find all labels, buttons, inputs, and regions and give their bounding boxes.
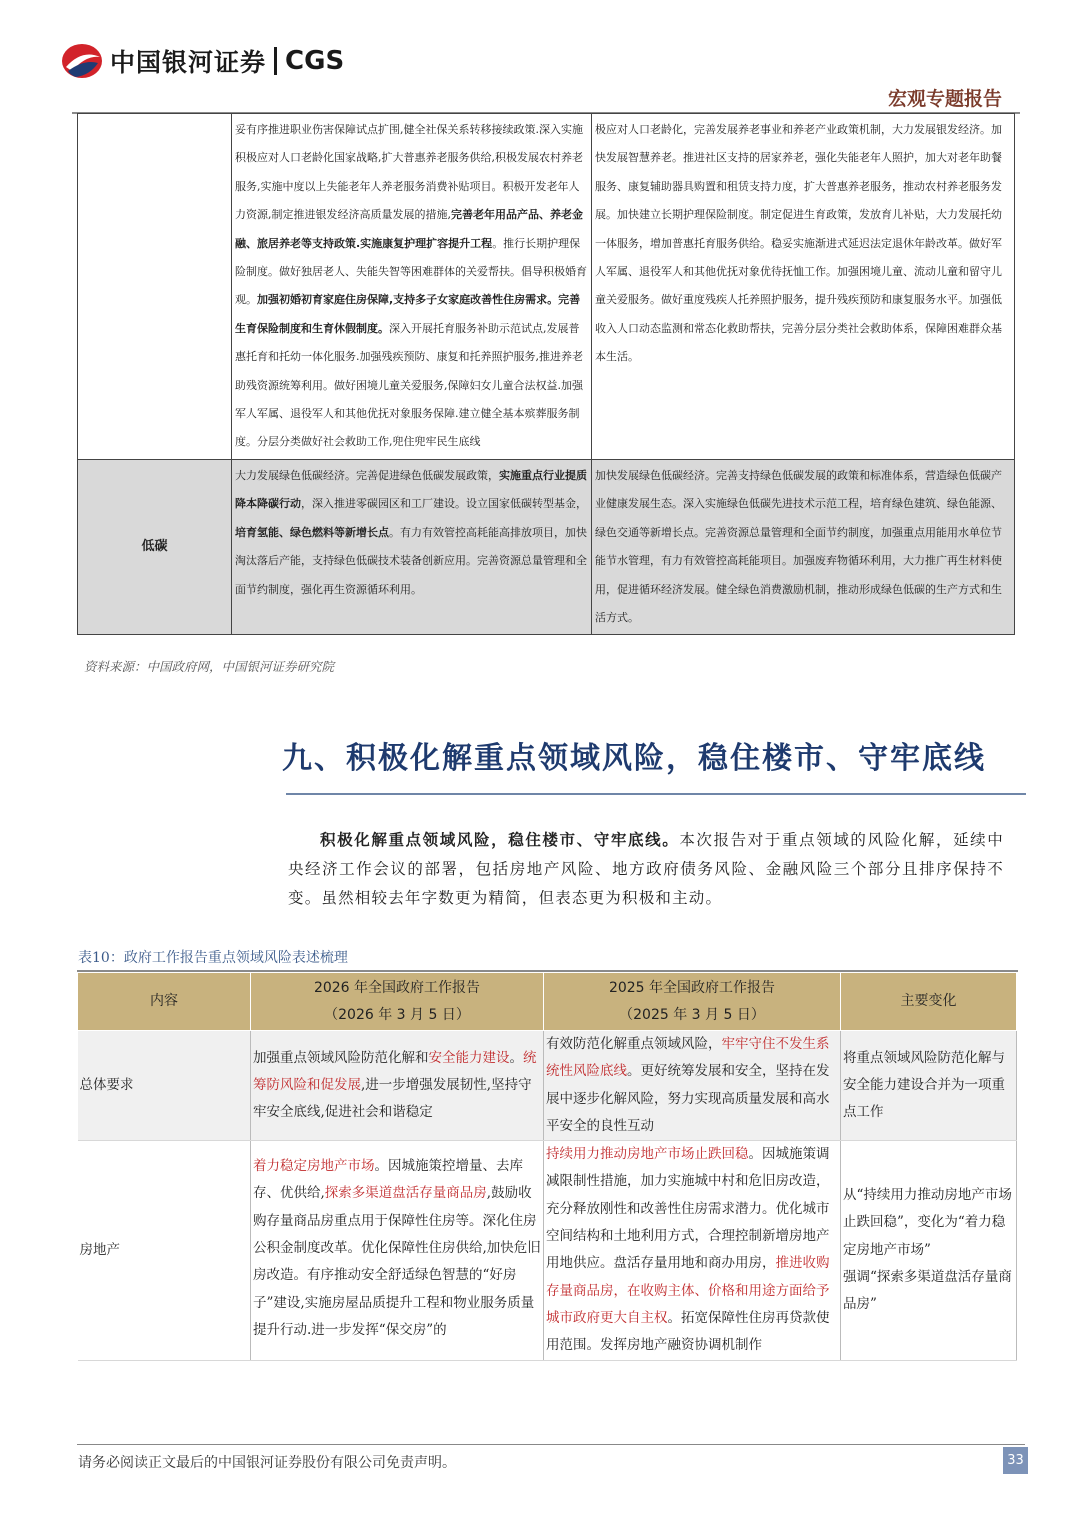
header-text: 2025 年全国政府工作报告 bbox=[608, 979, 776, 996]
risk-table bbox=[77, 972, 1017, 1361]
policy-table-continued bbox=[77, 113, 1015, 635]
cell-2025: 加快发展绿色低碳经济。完善支持绿色低碳发展的政策和标准体系，营造绿色低碳产业健康发展生态。深入实施绿色低碳先进技术示范工程，培育绿色建筑、绿色能源、绿色交通等新增长点。完善资源总量管理和全面节约制度，加强重点用能用水单位节能节水管理，有力有效管控高耗能项目。加强废弃物循环利用，大力推广再生材料使用，促进循环经济发展。健全绿色消费激励机制，推动形成绿色低碳的生产方式和生活方式。 bbox=[592, 459, 1015, 634]
text: 。因城施策控增量、去库存、优供给, bbox=[253, 1158, 523, 1202]
text: 有效防范化解重点领域风险， bbox=[546, 1036, 722, 1052]
row-label bbox=[78, 114, 232, 460]
table-row bbox=[78, 1031, 1017, 1141]
text: 。因城施策调减限制性措施，加力实施城中村和危旧房改造，充分释放刚性和改善性住房需求潜力。优化城市空间结构和土地利用方式，合理控制新增房地产用地供应。盘活存量用地和商办用房， bbox=[546, 1146, 830, 1272]
row-label: 总体要求 bbox=[78, 1031, 251, 1141]
cell-change: 将重点领域风险防范化解与安全能力建设合并为一项重点工作 bbox=[841, 1031, 1017, 1141]
text: ,鼓励收购存量商品房重点用于保障性住房等。深化住房公积金制度改革。优化保障性住房供给,加快危旧房改造。有序推动安全舒适绿色智慧的“好房子”建设,实施房屋品质提升工程和物业服务质量提升行动.进一步发挥“保交房”的 bbox=[253, 1185, 541, 1338]
highlight-text: 推进收购存量商品房，在收购主体、价格和用途方面给予城市政府更大自主权 bbox=[546, 1255, 830, 1326]
cgs-logo-icon bbox=[60, 41, 104, 81]
cell-2026 bbox=[232, 459, 592, 634]
header-change: 主要变化 bbox=[841, 973, 1017, 1031]
header-date: （2025 年 3 月 5 日） bbox=[619, 1006, 765, 1023]
text: 大力发展绿色低碳经济。完善促进绿色低碳发展政策， bbox=[235, 468, 499, 482]
highlight-text: 着力稳定房地产市场 bbox=[253, 1158, 375, 1175]
footer-disclaimer: 请务必阅读正文最后的中国银河证券股份有限公司免责声明。 bbox=[78, 1455, 456, 1471]
table-row bbox=[78, 1141, 1017, 1360]
row-label: 低碳 bbox=[78, 459, 232, 634]
lead-sentence: 积极化解重点领域风险，稳住楼市、守牢底线。 bbox=[320, 831, 680, 849]
cell-2025: 极应对人口老龄化，完善发展养老事业和养老产业政策机制，大力发展银发经济。加快发展智慧养老。推进社区支持的居家养老，强化失能老年人照护，加大对老年助餐服务、康复辅助器具购置和租赁支持力度，扩大普惠养老服务，推动农村养老服务发展。加快建立长期护理保险制度。制定促进生育政策，发放育儿补贴，大力发展托幼一体服务，增加普惠托育服务供给。稳妥实施渐进式延迟法定退休年龄改革。做好军人军属、退役军人和其他优抚对象优待抚恤工作。加强困境儿童、流动儿童和留守儿童关爱服务。做好重度残疾人托养照护服务，提升残疾预防和康复服务水平。加强低收入人口动态监测和常态化救助帮扶，完善分层分类社会救助体系，保障困难群众基本生活。 bbox=[592, 114, 1015, 460]
table-header-row bbox=[78, 973, 1017, 1031]
cell-change: 从“持续用力推动房地产市场止跌回稳”，变化为“着力稳定房地产市场” 强调“探索多渠道盘活存量商品房” bbox=[841, 1141, 1017, 1360]
header-content: 内容 bbox=[78, 973, 251, 1031]
header-2026 bbox=[251, 973, 544, 1031]
cell-2026 bbox=[251, 1031, 544, 1141]
cell-2026: 妥有序推进职业伤害保障试点扩围,健全社保关系转移接续政策.深入实施积极应对人口老龄化国家战略,扩大普惠养老服务供给,积极发展农村养老服务,实施中度以上失能老年人养老服务消费补贴项目。积极开发老年人力资源,制定推进银发经济高质量发展的措施,完善老年用品产品、养老金融、旅居养老等支持政策.实施康复护理扩容提升工程。推行长期护理保险制度。做好独居老人、失能失智等困难群体的关爱帮扶。倡导积极婚育观。加强初婚初育家庭住房保障,支持多子女家庭改善性住房需求。完善生育保险制度和生育休假制度。深入开展托育服务补助示范试点,发展普惠托育和托幼一体化服务.加强残疾预防、康复和托养照护服务,推进养老助残资源统筹利用。做好困境儿童关爱服务,保障妇女儿童合法权益.加强军人军属、退役军人和其他优抚对象服务保障.建立健全基本殡葬服务制度。分层分类做好社会救助工作,兜住兜牢民生底线 bbox=[232, 114, 592, 460]
table-row bbox=[78, 114, 1015, 460]
paragraph-body: 本次报告对于重点领域的风险化解，延续中央经济工作会议的部署，包括房地产风险、地方政府债务风险、金融风险三个部分且排序保持不变。虽然相较去年字数更为精简，但表态更为积极和主动。 bbox=[288, 831, 1004, 907]
header-2025 bbox=[544, 973, 841, 1031]
table-row bbox=[78, 459, 1015, 634]
bold-text: 实施重点行业提质降本降碳行动 bbox=[235, 468, 587, 511]
highlight-text: 探索多渠道盘活存量商品房 bbox=[324, 1185, 487, 1202]
highlight-text: 持续用力推动房地产市场止跌回稳 bbox=[546, 1146, 749, 1163]
brand-logo bbox=[60, 40, 344, 82]
text: 。有力有效管控高耗能高排放项目，加快淘汰落后产能，支持绿色低碳技术装备创新应用。完善资源总量管理和全面节约制度，强化再生资源循环利用。 bbox=[235, 525, 587, 596]
highlight-text: 统筹防风险和促发展 bbox=[253, 1049, 537, 1093]
highlight-text: 牢牢守住不发生系统性风险底线 bbox=[546, 1036, 830, 1080]
header-date: （2026 年 3 月 5 日） bbox=[324, 1006, 470, 1023]
source-note: 资料来源：中国政府网，中国银河证券研究院 bbox=[84, 659, 335, 674]
section-paragraph bbox=[288, 826, 1004, 913]
cell-2025 bbox=[544, 1031, 841, 1141]
text: 。 bbox=[509, 1049, 523, 1066]
section-title: 九、积极化解重点领域风险，稳住楼市、守牢底线 bbox=[282, 741, 986, 776]
text: 加强重点领域风险防范化解和 bbox=[253, 1049, 429, 1066]
brand-name-en: CGS bbox=[285, 46, 345, 76]
header-text: 2026 年全国政府工作报告 bbox=[313, 979, 481, 996]
footer-divider bbox=[77, 1444, 1025, 1445]
report-type: 宏观专题报告 bbox=[887, 88, 1002, 110]
text: 。拓宽保障性住房再贷款使用范围。发挥房地产融资协调机制作 bbox=[546, 1309, 830, 1354]
text: 。更好统筹发展和安全，坚持在发展中逐步化解风险，努力实现高质量发展和高水平安全的良性互动 bbox=[546, 1063, 830, 1134]
cell-2025 bbox=[544, 1141, 841, 1360]
row-label: 房地产 bbox=[78, 1141, 251, 1360]
cell-2026 bbox=[251, 1141, 544, 1360]
section-divider bbox=[286, 793, 1026, 795]
text: ,进一步增强发展韧性,坚持守牢安全底线,促进社会和谐稳定 bbox=[253, 1076, 532, 1121]
bold-text: 培育氢能、绿色燃料等新增长点 bbox=[235, 525, 389, 539]
text: ，深入推进零碳园区和工厂建设。设立国家低碳转型基金， bbox=[301, 497, 587, 511]
highlight-text: 安全能力建设 bbox=[428, 1049, 510, 1066]
page-number: 33 bbox=[1003, 1447, 1028, 1474]
table-caption: 表10：政府工作报告重点领域风险表述梳理 bbox=[78, 950, 348, 966]
brand-name-cn: 中国银河证券 bbox=[110, 48, 267, 77]
brand-separator bbox=[274, 47, 277, 75]
